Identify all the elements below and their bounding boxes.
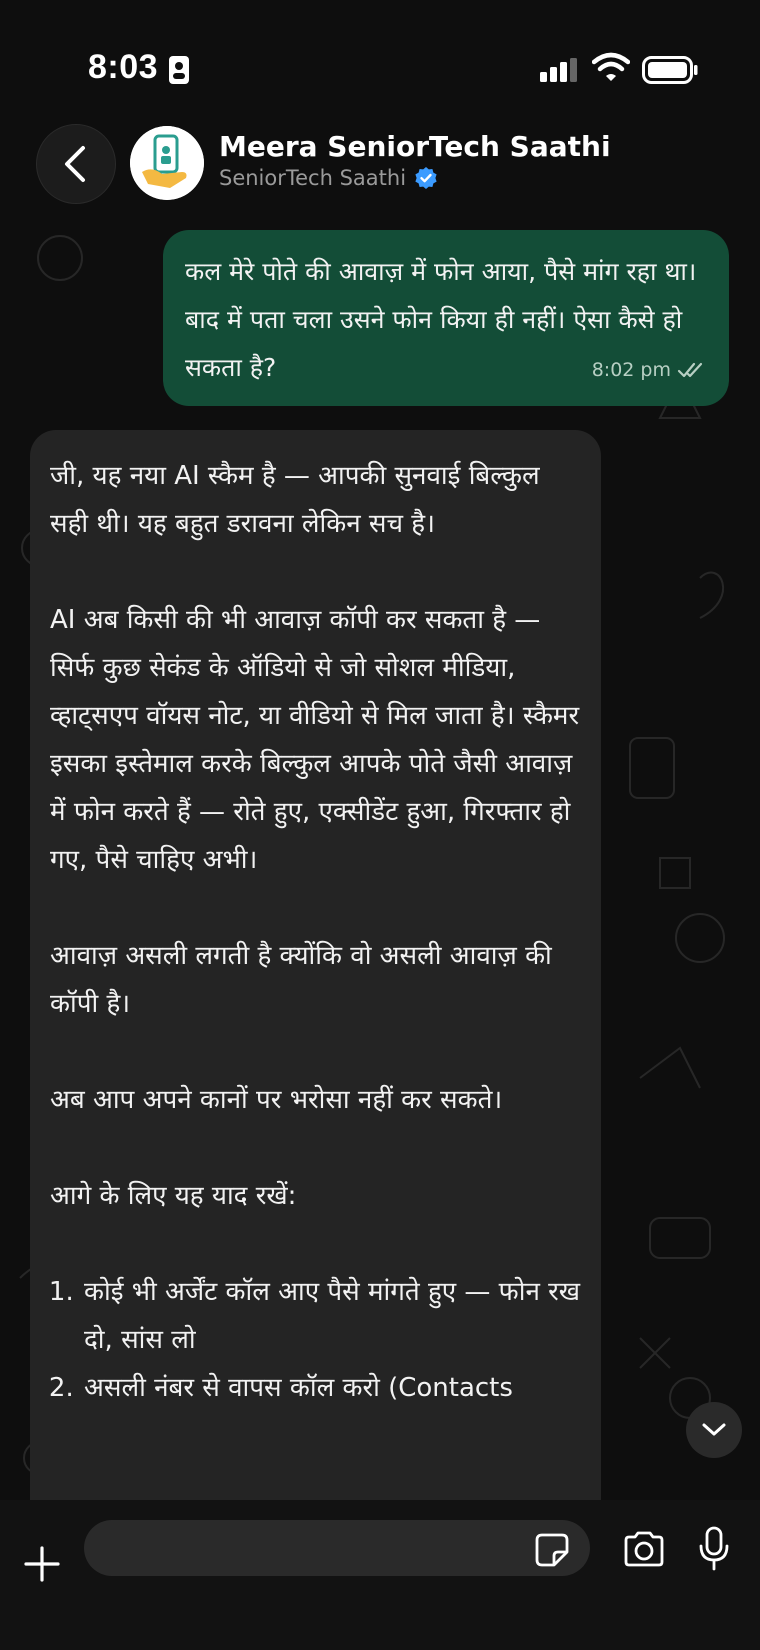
battery-icon [642,56,698,84]
incoming-paragraph-2: AI अब किसी की भी आवाज़ कॉपी कर सकता है — सिर्फ कुछ सेकंड के ऑडियो से जो सोशल मीडिया, व्हाट्सएप वॉयस नोट, या वीडियो से मिल जाता है। स्कैमर इसका इस्तेमाल करके बिल्कुल आपके पोते जैसी आवाज़ में फोन करते हैं — रोते हुए, एक्सीडेंट हुआ, गिरफ्तार हो गए, पैसे चाहिए अभी। [50,605,580,875]
sticker-icon[interactable] [534,1532,570,1568]
incoming-paragraph-3: आवाज़ असली लगती है क्योंकि वो असली आवाज़ की कॉपी है। [50,941,552,1019]
outgoing-message-meta [592,346,707,394]
list-item: 2. असली नंबर से वापस कॉल करो (Contacts [82,1364,581,1412]
outgoing-message-time: 8:02 pm [591,359,671,381]
message-input-bar [0,1500,760,1650]
signal-icon [540,58,580,82]
microphone-icon[interactable] [698,1526,730,1572]
incoming-paragraph-4: अब आप अपने कानों पर भरोसा नहीं कर सकते। [50,1085,503,1115]
contact-subtitle: SeniorTech Saathi [219,166,407,190]
contact-name[interactable]: Meera SeniorTech Saathi [219,130,611,163]
message-input[interactable] [84,1520,590,1576]
status-time: 8:03 [88,48,159,86]
outgoing-message-text: कल मेरे पोते की आवाज़ में फोन आया, पैसे मांग रहा था। बाद में पता चला उसने फोन किया ही नहीं। ऐसा कैसे हो सकता है? [185,257,697,382]
back-icon [61,144,91,184]
verified-badge-icon [414,166,438,190]
camera-icon[interactable] [622,1530,666,1568]
incoming-paragraph-5: आगे के लिए यह याद रखें: [50,1181,297,1211]
double-check-icon [677,361,707,379]
status-bar [0,0,760,120]
list-item: 1. कोई भी अर्जेंट कॉल आए पैसे मांगते हुए — फोन रख दो, सांस लो [82,1268,581,1364]
incoming-message-bubble[interactable] [30,430,601,1550]
back-button[interactable] [36,124,116,204]
wifi-icon [592,52,630,82]
contact-card-icon [168,55,190,85]
plus-icon[interactable] [22,1544,62,1584]
incoming-tips-list [50,1268,581,1412]
incoming-paragraph-1: जी, यह नया AI स्कैम है — आपकी सुनवाई बिल्कुल सही थी। यह बहुत डरावना लेकिन सच है। [50,461,540,539]
avatar-logo [130,126,204,200]
chevron-down-icon [701,1422,727,1438]
outgoing-message-bubble[interactable] [163,230,729,406]
avatar[interactable] [130,126,204,200]
contact-subtitle-row[interactable] [219,166,438,190]
chat-header [0,118,760,218]
scroll-to-bottom-button[interactable] [686,1402,742,1458]
